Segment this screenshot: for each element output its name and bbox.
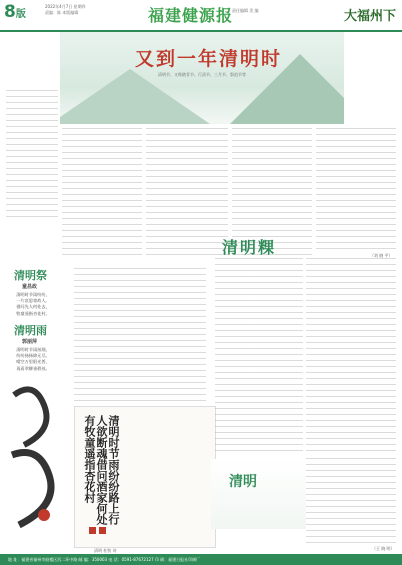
page-footer: 地 址：福建省福州市鼓楼区西二环中路 邮 编：350003 电 话：0591-87672127 印 刷：福建日报社印刷厂 bbox=[0, 554, 402, 565]
column-name: 大福州下 bbox=[343, 9, 396, 24]
article-body bbox=[146, 128, 228, 260]
banner-title: 又到一年清明时 bbox=[135, 48, 283, 70]
poem-title: 清明雨 bbox=[14, 324, 47, 337]
section-title: 清明粿 bbox=[222, 238, 277, 257]
byline: （刘 晓 平） bbox=[370, 253, 393, 258]
article-body bbox=[62, 128, 142, 260]
page-number: 8版 bbox=[4, 2, 26, 22]
newspaper-logo: 福建健源报 bbox=[148, 6, 234, 25]
banner bbox=[60, 32, 344, 124]
article-body bbox=[6, 90, 58, 222]
article-body bbox=[316, 128, 396, 252]
poem-text: 清明时节雨纷纷， 一片哀思寄故人。 借问先人何处去， 牧童遥指杏花村。 bbox=[16, 292, 50, 316]
calligraphy-artwork bbox=[74, 406, 216, 548]
article-body bbox=[215, 258, 303, 454]
article-body bbox=[306, 458, 396, 546]
banner-subtitle: 清明节，又称踏青节、行清节、三月节、祭祖节等 bbox=[158, 72, 246, 77]
poem-title: 清明祭 bbox=[14, 269, 47, 282]
article-body bbox=[306, 258, 396, 454]
poem-author: 郭丽萍 bbox=[22, 339, 38, 345]
page-header bbox=[0, 0, 402, 32]
seal-stamp bbox=[99, 527, 106, 534]
brush-calligraphy-illustration bbox=[4, 375, 59, 545]
editor-meta: 责任编辑 美 编 bbox=[232, 8, 259, 13]
seal-stamp bbox=[89, 527, 96, 534]
article-body bbox=[74, 268, 206, 402]
poem-author: 童昌政 bbox=[22, 284, 38, 290]
calligraphy-text: 清明时节雨纷纷路上行人欲断魂借问酒家何处有牧童遥指杏花村 bbox=[83, 415, 120, 525]
image-caption: 清明 bbox=[229, 474, 257, 490]
header-meta: 2022年4月7日 星期四 责编：陈 本版编辑 bbox=[45, 4, 86, 15]
qingming-illustration bbox=[211, 459, 306, 529]
calligraphy-caption: 清明 杜牧 诗 bbox=[94, 548, 117, 553]
poem-text: 清明时节雨丝细， 纷纷扬扬绵无尽。 晴空万里阳光普， 再看翠柳垂碧丝。 bbox=[16, 347, 50, 371]
byline: （王 晓 明） bbox=[372, 546, 395, 551]
